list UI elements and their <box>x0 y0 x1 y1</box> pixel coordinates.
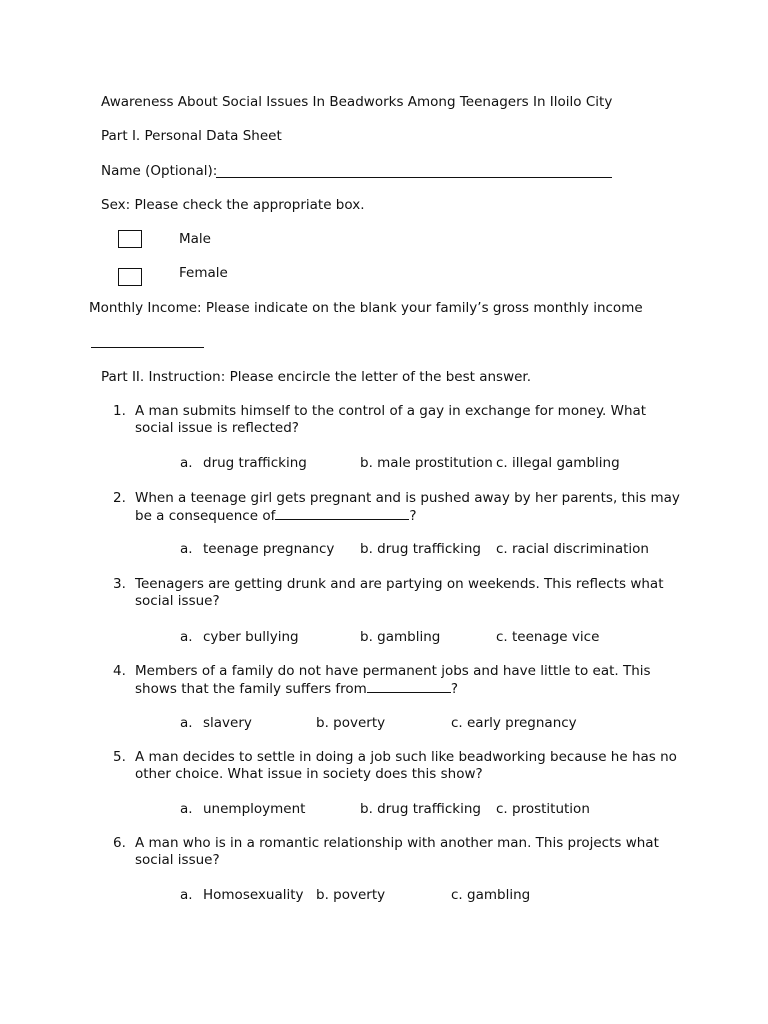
question-text: A man who is in a romantic relationship with another man. This projects what social issue? <box>135 835 659 868</box>
choice-a: teenage pregnancy <box>203 541 335 557</box>
choice-b[interactable]: b. drug trafficking <box>360 541 481 557</box>
choice-b[interactable]: b. male prostitution <box>360 455 493 471</box>
choice-letter-a[interactable]: a. <box>180 541 193 557</box>
male-checkbox[interactable] <box>118 230 142 248</box>
question-text: Teenagers are getting drunk and are partying on weekends. This reflects what social issue? <box>135 576 664 609</box>
choice-a: drug trafficking <box>203 455 307 471</box>
question-text-after: ? <box>409 508 417 524</box>
choice-b[interactable]: b. gambling <box>360 629 441 645</box>
choice-letter-a[interactable]: a. <box>180 715 193 731</box>
question-text: A man submits himself to the control of a gay in exchange for money. What social issue is reflected? <box>135 403 647 436</box>
question-blank <box>275 507 409 520</box>
choice-c[interactable]: c. teenage vice <box>496 629 600 645</box>
part2-instruction: Part II. Instruction: Please encircle the letter of the best answer. <box>101 369 532 385</box>
question-number: 5. <box>113 749 126 765</box>
income-label: Monthly Income: Please indicate on the blank your family’s gross monthly income <box>89 300 643 316</box>
question-text <box>135 663 680 698</box>
question-text-before: When a teenage girl gets pregnant and is pushed away by her parents, this may be a consequence of <box>135 490 680 524</box>
question-number: 1. <box>113 403 126 419</box>
document-title: Awareness About Social Issues In Beadworks Among Teenagers In Iloilo City <box>101 94 613 110</box>
choice-a: unemployment <box>203 801 306 817</box>
choice-c[interactable]: c. illegal gambling <box>496 455 620 471</box>
choice-b[interactable]: b. poverty <box>316 887 386 903</box>
sex-label: Sex: Please check the appropriate box. <box>101 197 365 213</box>
choice-letter-a[interactable]: a. <box>180 629 193 645</box>
question-number: 2. <box>113 490 126 506</box>
question-text-before: Members of a family do not have permanent jobs and have little to eat. This shows that the family suffers from <box>135 663 651 697</box>
female-checkbox[interactable] <box>118 268 142 286</box>
name-label: Name (Optional): <box>101 163 218 179</box>
choice-a: Homosexuality <box>203 887 304 903</box>
question-text <box>135 490 680 525</box>
question-number: 4. <box>113 663 126 679</box>
male-option-label: Male <box>179 231 211 247</box>
choice-c[interactable]: c. prostitution <box>496 801 590 817</box>
income-blank-line[interactable] <box>91 347 204 348</box>
question-text: A man decides to settle in doing a job such like beadworking because he has no other choice. What issue in society does this show? <box>135 749 677 782</box>
question-number: 3. <box>113 576 126 592</box>
name-blank-line[interactable] <box>216 177 612 178</box>
part1-heading: Part I. Personal Data Sheet <box>101 128 282 144</box>
choice-a: slavery <box>203 715 252 731</box>
choice-b[interactable]: b. drug trafficking <box>360 801 481 817</box>
choice-letter-a[interactable]: a. <box>180 455 193 471</box>
choice-c[interactable]: c. gambling <box>451 887 531 903</box>
choice-letter-a[interactable]: a. <box>180 887 193 903</box>
question-number: 6. <box>113 835 126 851</box>
question-blank <box>367 680 451 693</box>
choice-letter-a[interactable]: a. <box>180 801 193 817</box>
question-text-after: ? <box>450 681 458 697</box>
choice-a: cyber bullying <box>203 629 299 645</box>
choice-c[interactable]: c. racial discrimination <box>496 541 649 557</box>
female-option-label: Female <box>179 265 228 281</box>
choice-b[interactable]: b. poverty <box>316 715 386 731</box>
choice-c[interactable]: c. early pregnancy <box>451 715 577 731</box>
